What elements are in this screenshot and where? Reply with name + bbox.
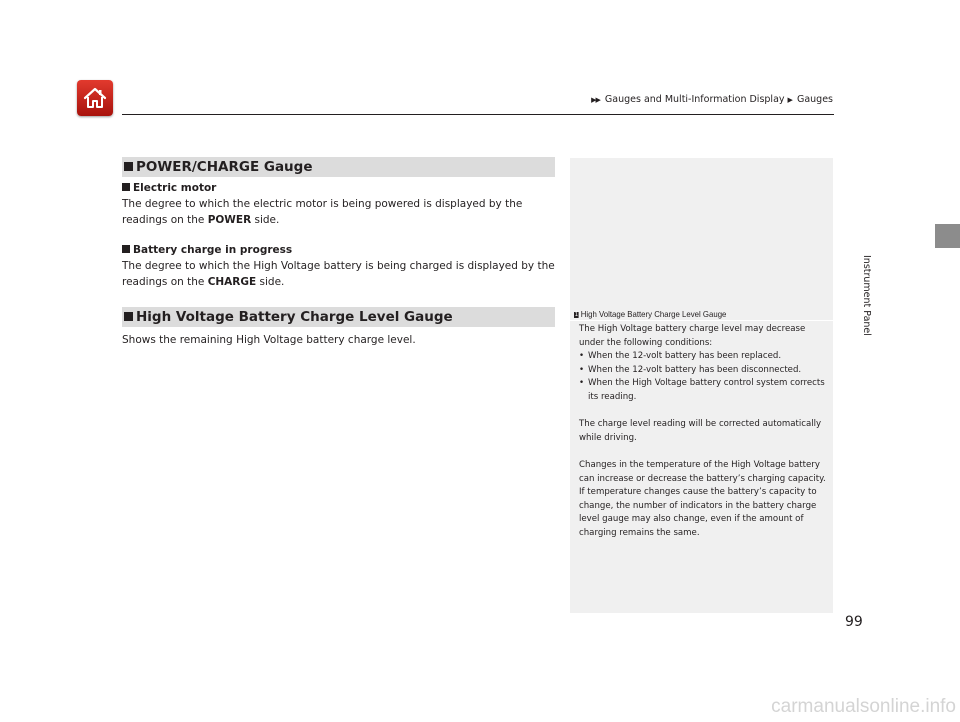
home-icon — [82, 86, 108, 110]
paragraph-electric-motor: The degree to which the electric motor is being powered is displayed by the readings on the POWER side. — [122, 198, 523, 226]
bold-charge: CHARGE — [207, 276, 257, 288]
subheading-square-icon — [122, 183, 130, 191]
breadcrumb-link-gauges-display[interactable]: Gauges and Multi-Information Display — [604, 94, 785, 105]
bold-power: POWER — [207, 214, 252, 226]
page-number: 99 — [845, 614, 863, 630]
header-rule — [122, 114, 834, 115]
note-paragraph-3: Changes in the temperature of the High Voltage battery can increase or decrease the battery’s charging capacity. If temperature changes cause the battery’s capacity to change, the number of indicators in the battery charge level gauge may also change, even if the amount of charging remains the same. — [579, 459, 826, 538]
section-square-icon — [124, 312, 133, 321]
breadcrumb-link-gauges[interactable]: Gauges — [796, 94, 833, 105]
breadcrumb-arrow-icon: ▶▶ — [591, 96, 600, 104]
note-divider — [570, 320, 833, 321]
section-square-icon — [124, 162, 133, 171]
subheading-electric-motor: Electric motor — [122, 182, 216, 194]
note-bullet: • When the High Voltage battery control system corrects its reading. — [579, 377, 829, 404]
note-paragraph-2: The charge level reading will be corrected automatically while driving. — [579, 419, 822, 443]
section-title-hv-battery: High Voltage Battery Charge Level Gauge — [122, 307, 555, 327]
home-button[interactable] — [77, 80, 113, 116]
subheading-battery-charge: Battery charge in progress — [122, 244, 292, 256]
note-body — [579, 323, 829, 541]
note-bullet: • When the 12-volt battery has been replaced. — [579, 350, 829, 364]
breadcrumb — [591, 94, 833, 105]
chapter-label: Instrument Panel — [861, 255, 872, 336]
chapter-tab[interactable] — [935, 224, 960, 248]
note-bullet-list — [579, 350, 829, 404]
note-reference-icon: 1 — [574, 312, 578, 318]
paragraph-hv-gauge: Shows the remaining High Voltage battery charge level. — [122, 334, 416, 346]
note-bullet: • When the 12-volt battery has been disconnected. — [579, 364, 829, 378]
note-title[interactable]: 1 High Voltage Battery Charge Level Gauge — [574, 309, 727, 319]
watermark: carmanualsonline.info — [771, 696, 956, 717]
breadcrumb-separator-icon: ▶ — [787, 96, 792, 104]
section-title-power-charge: POWER/CHARGE Gauge — [122, 157, 555, 177]
paragraph-battery-charge: The degree to which the High Voltage battery is being charged is displayed by the readings on the CHARGE side. — [122, 260, 555, 288]
subheading-square-icon — [122, 245, 130, 253]
note-intro: The High Voltage battery charge level may decrease under the following conditions: — [579, 324, 806, 348]
